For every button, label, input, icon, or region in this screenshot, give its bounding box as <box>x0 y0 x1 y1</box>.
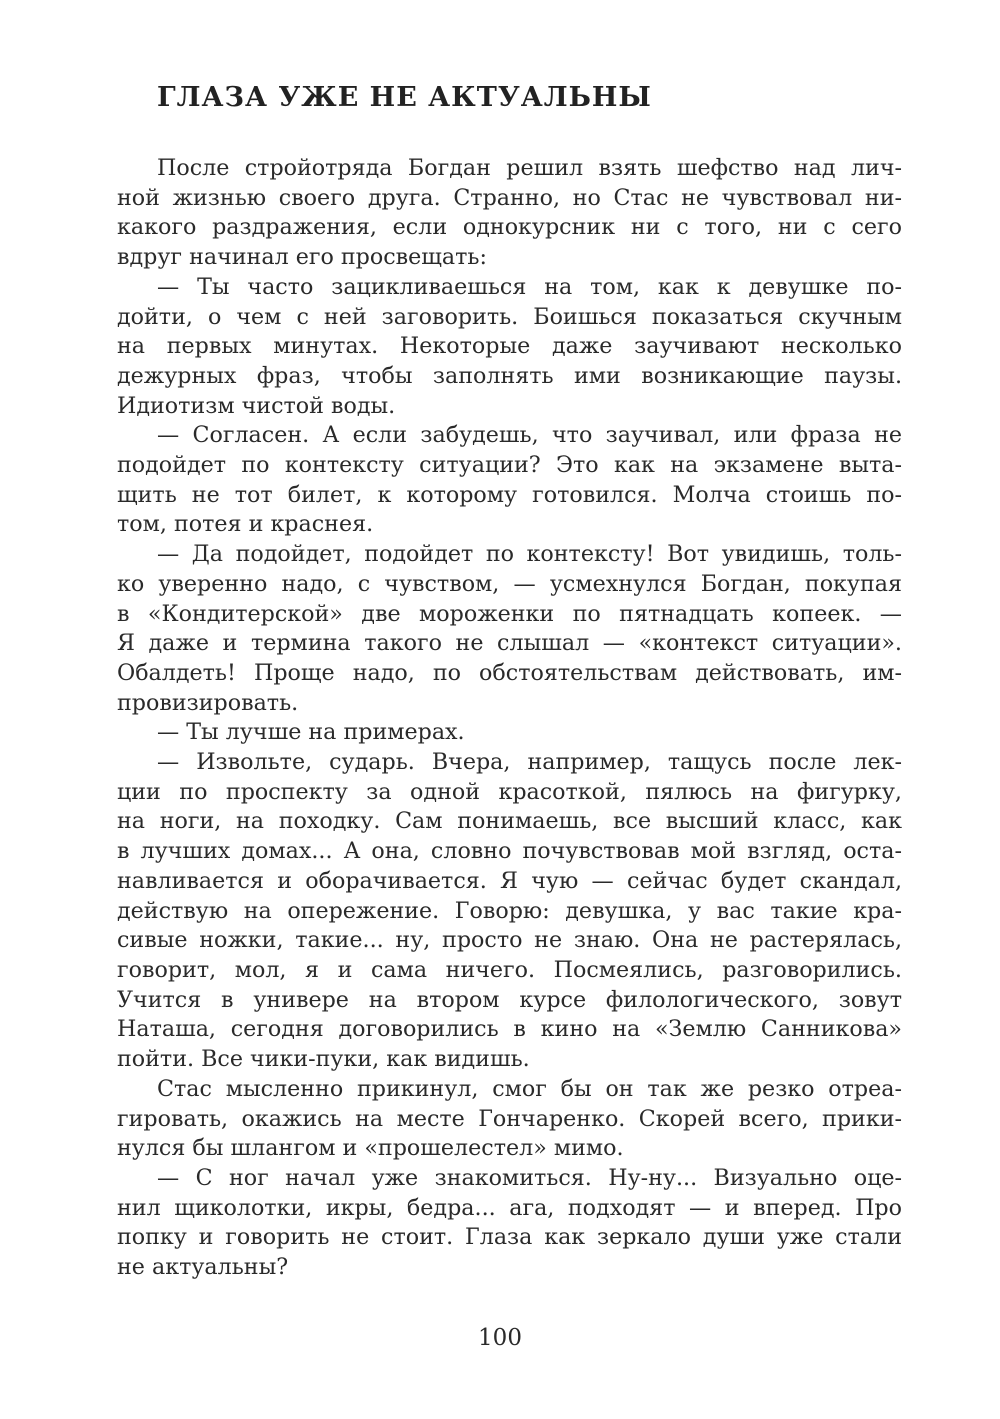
text-line: щить не тот билет, к которому готовился. Молча стоишь по- <box>117 481 902 508</box>
text-line: нулся бы шлангом и «прошелестел» мимо. <box>117 1135 624 1162</box>
text-line: гировать, окажись на месте Гончаренко. Скорей всего, прики- <box>117 1105 902 1132</box>
paragraph <box>117 1164 902 1283</box>
text-line: не актуальны? <box>117 1254 289 1281</box>
text-line: — Ты лучше на примерах. <box>157 719 465 746</box>
paragraph <box>117 273 902 422</box>
text-line: дежурных фраз, чтобы заполнять ими возникающие паузы. <box>117 362 902 389</box>
text-line: Обалдеть! Проще надо, по обстоятельствам действовать, им- <box>117 659 902 686</box>
paragraph <box>117 1075 902 1164</box>
page-number: 100 <box>478 1325 522 1351</box>
text-line: подойдет по контексту ситуации? Это как на экзамене выта- <box>117 452 902 479</box>
text-line: — Ты часто зацикливаешься на том, как к девушке по- <box>157 273 902 300</box>
paragraph <box>117 540 902 718</box>
text-line: пойти. Все чики-пуки, как видишь. <box>117 1046 530 1073</box>
text-line: ной жизнью своего друга. Странно, но Стас не чувствовал ни- <box>117 184 902 211</box>
paragraph <box>117 718 902 748</box>
text-line: Я даже и термина такого не слышал — «контекст ситуации». <box>117 630 902 657</box>
text-line: дойти, о чем с ней заговорить. Боишься показаться скучным <box>117 303 902 330</box>
text-line: на первых минутах. Некоторые даже заучивают несколько <box>117 333 902 360</box>
text-line: ко уверенно надо, с чувством, — усмехнулся Богдан, покупая <box>117 570 902 597</box>
text-line: — Извольте, сударь. Вчера, например, тащусь после лек- <box>157 749 902 776</box>
paragraph <box>117 154 902 273</box>
text-line: После стройотряда Богдан решил взять шефство над лич- <box>157 155 902 181</box>
text-line: говорит, мол, я и сама ничего. Посмеялись, разговорились. <box>117 956 902 983</box>
book-page <box>117 80 902 1283</box>
paragraph <box>117 421 902 540</box>
text-line: Наташа, сегодня договорились в кино на «Землю Санникова» <box>117 1016 902 1043</box>
text-line: Учится в универе на втором курсе филологического, зовут <box>117 986 902 1013</box>
text-line: Стас мысленно прикинул, смог бы он так же резко отреа- <box>157 1075 902 1102</box>
text-line: попку и говорить не стоит. Глаза как зеркало души уже стали <box>117 1224 902 1251</box>
text-line: — Согласен. А если забудешь, что заучивал, или фраза не <box>157 422 902 449</box>
text-line: нил щиколотки, икры, бедра... ага, подходят — и вперед. Про <box>117 1194 902 1221</box>
body-text <box>117 154 902 1283</box>
text-line: вдруг начинал его просвещать: <box>117 244 487 271</box>
text-line: том, потея и краснея. <box>117 511 374 538</box>
text-line: в «Кондитерской» две мороженки по пятнадцать копеек. — <box>117 600 902 627</box>
text-line: провизировать. <box>117 689 299 716</box>
text-line: сивые ножки, такие... ну, просто не знаю. Она не растерялась, <box>117 927 902 954</box>
text-line: навливается и оборачивается. Я чую — сейчас будет скандал, <box>117 867 902 894</box>
text-line: — Да подойдет, подойдет по контексту! Вот увидишь, толь- <box>157 541 902 568</box>
chapter-heading: ГЛАЗА УЖЕ НЕ АКТУАЛЬНЫ <box>157 82 652 113</box>
text-line: действую на опережение. Говорю: девушка, у вас такие кра- <box>117 897 902 924</box>
text-line: на ноги, на походку. Сам понимаешь, все высший класс, как <box>117 808 902 835</box>
text-line: ции по проспекту за одной красоткой, пялюсь на фигурку, <box>117 778 902 805</box>
text-line: Идиотизм чистой воды. <box>117 392 396 419</box>
paragraph <box>117 748 902 1075</box>
text-line: в лучших домах... А она, словно почувствовав мой взгляд, оста- <box>117 838 902 865</box>
text-line: — С ног начал уже знакомиться. Ну-ну... Визуально оце- <box>157 1164 902 1191</box>
text-line: какого раздражения, если однокурсник ни с того, ни с сего <box>117 214 902 241</box>
